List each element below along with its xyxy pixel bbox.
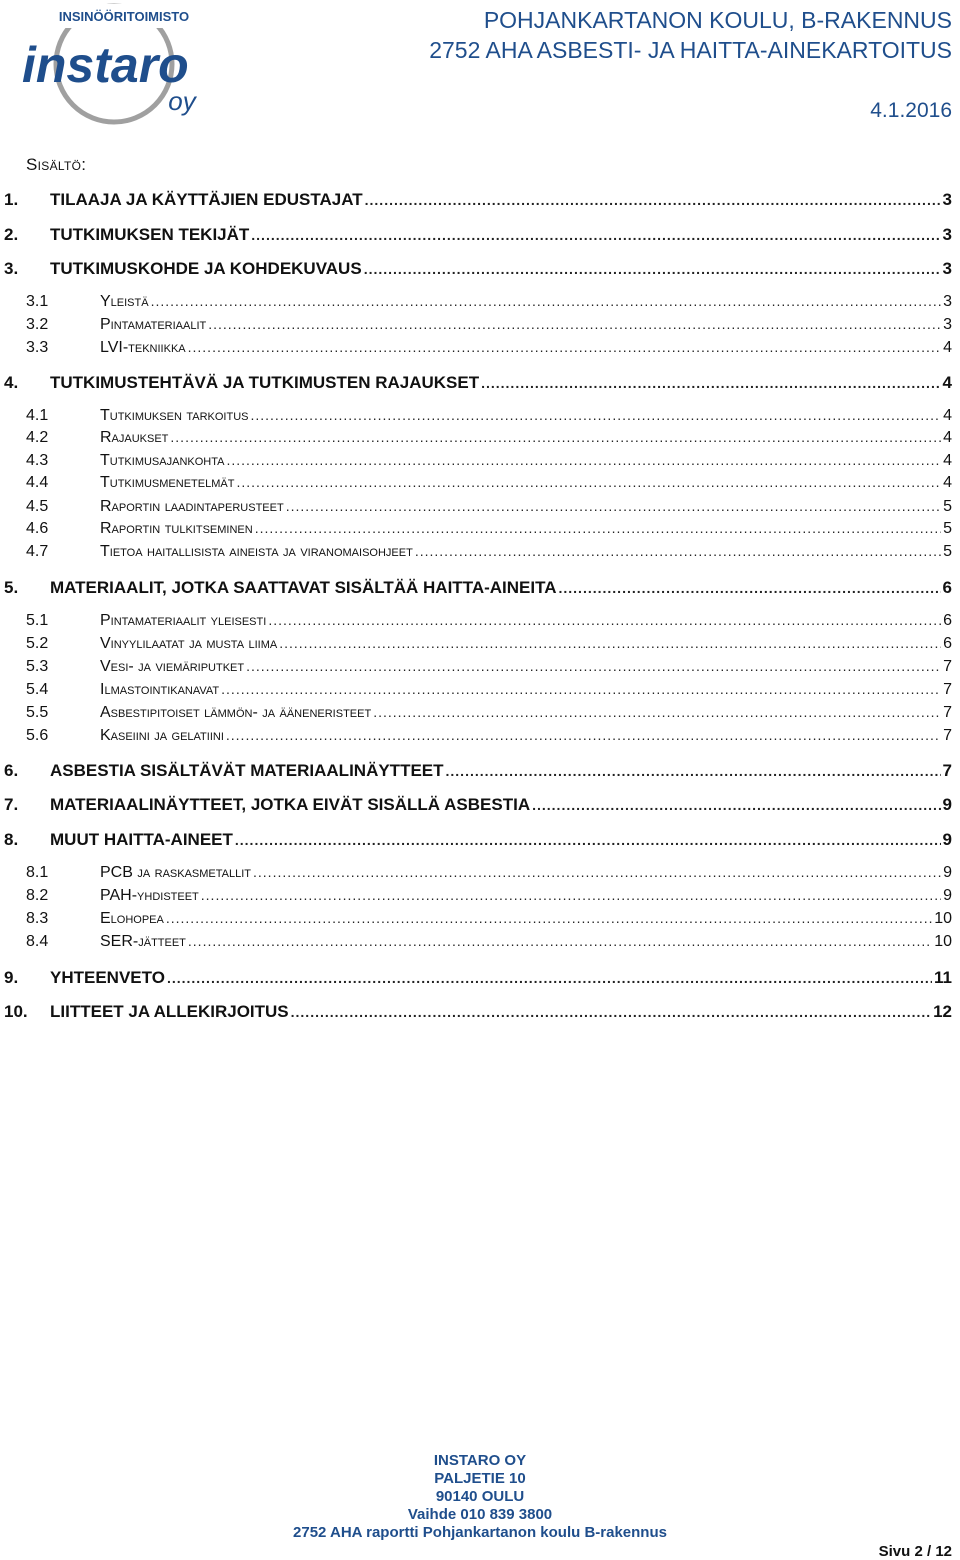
toc-entry-title: Raportin tulkitseminen bbox=[100, 520, 253, 537]
toc-entry-page: 6 bbox=[943, 612, 952, 629]
toc-dot-leader bbox=[559, 580, 941, 596]
document-title-line1: POHJANKARTANON KOULU, B-RAKENNUS bbox=[483, 7, 952, 33]
toc-entry[interactable] bbox=[0, 830, 952, 850]
toc-entry[interactable] bbox=[0, 578, 952, 598]
toc-entry-page: 5 bbox=[943, 520, 952, 537]
toc-entry-title: Tietoa haitallisista aineista ja viranomaisohjeet bbox=[100, 543, 413, 560]
toc-entry-page: 4 bbox=[943, 474, 952, 491]
toc-dot-leader bbox=[255, 520, 941, 536]
toc-dot-leader bbox=[188, 933, 932, 949]
toc-entry-title: LIITTEET JA ALLEKIRJOITUS bbox=[50, 1002, 289, 1021]
toc-entry-page: 3 bbox=[942, 190, 952, 209]
toc-entry-page: 12 bbox=[933, 1002, 952, 1021]
toc-entry-title: ASBESTIA SISÄLTÄVÄT MATERIAALINÄYTTEET bbox=[50, 761, 444, 780]
toc-entry-title: SER-jätteet bbox=[100, 933, 186, 950]
toc-dot-leader bbox=[235, 832, 941, 848]
toc-entry-title: Asbestipitoiset lämmön- ja ääneneristeet bbox=[100, 704, 372, 721]
toc-entry-title: Pintamateriaalit yleisesti bbox=[100, 612, 267, 629]
toc-entry[interactable] bbox=[0, 795, 952, 815]
toc-dot-leader bbox=[446, 763, 941, 779]
toc-entry-title: Rajaukset bbox=[100, 429, 169, 446]
toc-entry-page: 9 bbox=[943, 864, 952, 881]
toc-entry-page: 9 bbox=[942, 830, 952, 849]
footer-phone: Vaihde 010 839 3800 bbox=[407, 1506, 553, 1523]
toc-entry[interactable] bbox=[0, 864, 952, 882]
toc-entry[interactable] bbox=[0, 190, 952, 210]
toc-entry[interactable] bbox=[0, 933, 952, 951]
toc-dot-leader bbox=[201, 887, 941, 903]
toc-entry-number: 4.4 bbox=[26, 474, 49, 491]
toc-dot-leader bbox=[221, 681, 941, 697]
logo-top-text: INSINÖÖRITOIMISTO bbox=[58, 9, 190, 24]
toc-entry-title: TUTKIMUKSEN TEKIJÄT bbox=[50, 225, 250, 244]
toc-entry-title: MATERIAALIT, JOTKA SAATTAVAT SISÄLTÄÄ HAITTA-AINEITA bbox=[50, 578, 557, 597]
toc-dot-leader bbox=[286, 498, 941, 514]
toc-entry-title: Yleistä bbox=[100, 293, 149, 310]
toc-entry-page: 4 bbox=[942, 373, 952, 392]
logo-graphic bbox=[4, 2, 240, 134]
toc-entry-title: Kaseiini ja gelatiini bbox=[100, 727, 224, 744]
toc-entry-number: 4. bbox=[4, 373, 19, 392]
toc-entry-page: 9 bbox=[942, 795, 952, 814]
toc-entry[interactable] bbox=[0, 474, 952, 492]
document-date: 4.1.2016 bbox=[870, 99, 952, 122]
toc-dot-leader bbox=[188, 339, 941, 355]
toc-entry-title: Raportin laadintaperusteet bbox=[100, 498, 284, 515]
toc-entry[interactable] bbox=[0, 543, 952, 561]
toc-entry-title: TUTKIMUSKOHDE JA KOHDEKUVAUS bbox=[50, 259, 362, 278]
toc-entry-title: TUTKIMUSTEHTÄVÄ JA TUTKIMUSTEN RAJAUKSET bbox=[50, 373, 480, 392]
toc-entry[interactable] bbox=[0, 910, 952, 928]
toc-entry-title: Vesi- ja viemäriputket bbox=[100, 658, 245, 675]
toc-entry-page: 7 bbox=[943, 727, 952, 744]
toc-entry[interactable] bbox=[0, 1002, 952, 1022]
toc-entry-number: 5.1 bbox=[26, 612, 49, 629]
toc-entry-page: 3 bbox=[942, 225, 952, 244]
toc-entry-number: 6. bbox=[4, 761, 19, 780]
toc-entry[interactable] bbox=[0, 520, 952, 538]
footer-report: 2752 AHA raportti Pohjankartanon koulu B-rakennus bbox=[293, 1524, 667, 1541]
toc-entry-page: 4 bbox=[943, 452, 952, 469]
toc-dot-leader bbox=[246, 658, 941, 674]
footer-postal: 90140 OULU bbox=[435, 1488, 525, 1505]
company-logo bbox=[4, 2, 240, 134]
toc-dot-leader bbox=[291, 1004, 931, 1020]
toc-entry[interactable] bbox=[0, 429, 952, 447]
toc-dot-leader bbox=[365, 192, 941, 208]
toc-entry[interactable] bbox=[0, 704, 952, 722]
toc-dot-leader bbox=[166, 910, 932, 926]
toc-entry-page: 7 bbox=[943, 704, 952, 721]
toc-entry-page: 11 bbox=[934, 968, 952, 987]
toc-entry[interactable] bbox=[0, 658, 952, 676]
page-number: Sivu 2 / 12 bbox=[878, 1543, 952, 1560]
toc-dot-leader bbox=[251, 227, 940, 243]
toc-entry-title: MATERIAALINÄYTTEET, JOTKA EIVÄT SISÄLLÄ ASBESTIA bbox=[50, 795, 531, 814]
toc-entry-title: Vinyylilaatat ja musta liima bbox=[100, 635, 278, 652]
toc-entry-number: 4.1 bbox=[26, 407, 49, 424]
toc-entry-number: 3.3 bbox=[26, 339, 49, 356]
toc-entry-title: Tutkimusmenetelmät bbox=[100, 474, 235, 491]
document-title-line2: 2752 AHA ASBESTI- JA HAITTA-AINEKARTOITUS bbox=[429, 37, 952, 63]
toc-dot-leader bbox=[226, 727, 941, 743]
toc-entry-number: 5. bbox=[4, 578, 19, 597]
toc-dot-leader bbox=[151, 293, 942, 309]
footer-company: INSTARO OY bbox=[433, 1452, 527, 1469]
toc-entry-number: 4.6 bbox=[26, 520, 49, 537]
toc-entry-page: 7 bbox=[943, 681, 952, 698]
toc-entry[interactable] bbox=[0, 259, 952, 279]
toc-entry-number: 3. bbox=[4, 259, 19, 278]
toc-entry-page: 6 bbox=[943, 635, 952, 652]
logo-name: instaro bbox=[22, 37, 189, 93]
toc-entry[interactable] bbox=[0, 727, 952, 745]
toc-entry-page: 4 bbox=[943, 407, 952, 424]
toc-entry-number: 8.2 bbox=[26, 887, 49, 904]
logo-suffix: oy bbox=[168, 86, 196, 116]
toc-entry[interactable] bbox=[0, 635, 952, 653]
toc-entry-title: Tutkimuksen tarkoitus bbox=[100, 407, 249, 424]
toc-entry[interactable] bbox=[0, 452, 952, 470]
toc-entry-number: 9. bbox=[4, 968, 19, 987]
toc-entry[interactable] bbox=[0, 887, 952, 905]
toc-entry-page: 10 bbox=[934, 910, 952, 927]
toc-dot-leader bbox=[253, 864, 941, 880]
toc-entry[interactable] bbox=[0, 316, 952, 334]
toc-entry-number: 8.4 bbox=[26, 933, 49, 950]
toc-entry-number: 4.5 bbox=[26, 498, 49, 515]
toc-entry-number: 8.3 bbox=[26, 910, 49, 927]
toc-dot-leader bbox=[481, 375, 940, 391]
toc-entry[interactable] bbox=[0, 339, 952, 357]
toc-entry-page: 7 bbox=[942, 761, 952, 780]
toc-entry-number: 1. bbox=[4, 190, 19, 209]
toc-entry-title: Elohopea bbox=[100, 910, 164, 927]
toc-entry-number: 4.7 bbox=[26, 543, 49, 560]
toc-entry-page: 9 bbox=[943, 887, 952, 904]
toc-entry-page: 3 bbox=[943, 293, 952, 310]
toc-entry-page: 10 bbox=[934, 933, 952, 950]
toc-entry[interactable] bbox=[0, 293, 952, 311]
toc-entry-title: TILAAJA JA KÄYTTÄJIEN EDUSTAJAT bbox=[50, 190, 363, 209]
toc-entry-page: 4 bbox=[943, 429, 952, 446]
toc-entry-page: 5 bbox=[943, 543, 952, 560]
toc-entry[interactable] bbox=[0, 498, 952, 516]
toc-entry[interactable] bbox=[0, 968, 952, 988]
toc-dot-leader bbox=[236, 474, 941, 490]
toc-entry-page: 5 bbox=[943, 498, 952, 515]
toc-entry-number: 4.2 bbox=[26, 429, 49, 446]
toc-dot-leader bbox=[373, 704, 941, 720]
toc-entry-page: 6 bbox=[942, 578, 952, 597]
toc-entry[interactable] bbox=[0, 681, 952, 699]
toc-entry[interactable] bbox=[0, 407, 952, 425]
toc-entry-number: 5.6 bbox=[26, 727, 49, 744]
toc-dot-leader bbox=[279, 635, 941, 651]
toc-entry-title: Pintamateriaalit bbox=[100, 316, 207, 333]
toc-entry-number: 2. bbox=[4, 225, 19, 244]
toc-entry-title: YHTEENVETO bbox=[50, 968, 165, 987]
toc-dot-leader bbox=[532, 797, 940, 813]
toc-entry-title: LVI-tekniikka bbox=[100, 339, 186, 356]
toc-entry-number: 3.1 bbox=[26, 293, 49, 310]
toc-entry-title: Tutkimusajankohta bbox=[100, 452, 225, 469]
toc-entry[interactable] bbox=[0, 373, 952, 393]
toc-dot-leader bbox=[250, 407, 941, 423]
toc-entry-number: 10. bbox=[4, 1002, 28, 1021]
toc-entry[interactable] bbox=[0, 612, 952, 630]
toc-entry[interactable] bbox=[0, 761, 952, 781]
toc-dot-leader bbox=[364, 261, 941, 277]
toc-dot-leader bbox=[415, 543, 941, 559]
toc-dot-leader bbox=[167, 970, 932, 986]
toc-dot-leader bbox=[170, 429, 941, 445]
toc-entry-number: 5.2 bbox=[26, 635, 49, 652]
toc-entry-number: 8. bbox=[4, 830, 19, 849]
toc-entry-number: 3.2 bbox=[26, 316, 49, 333]
toc-entry-number: 7. bbox=[4, 795, 19, 814]
toc-entry-number: 4.3 bbox=[26, 452, 49, 469]
toc-entry-number: 5.4 bbox=[26, 681, 49, 698]
toc-entry-number: 5.5 bbox=[26, 704, 49, 721]
toc-entry-title: PAH-yhdisteet bbox=[100, 887, 199, 904]
toc-dot-leader bbox=[268, 612, 941, 628]
toc-entry-title: PCB ja raskasmetallit bbox=[100, 864, 252, 881]
toc-heading: Sisältö: bbox=[26, 155, 87, 174]
toc-entry-page: 3 bbox=[943, 316, 952, 333]
toc-entry-page: 3 bbox=[942, 259, 952, 278]
toc-dot-leader bbox=[208, 316, 941, 332]
toc-entry-title: Ilmastointikanavat bbox=[100, 681, 220, 698]
toc-entry-page: 4 bbox=[943, 339, 952, 356]
toc-entry-number: 8.1 bbox=[26, 864, 49, 881]
footer-street: PALJETIE 10 bbox=[434, 1470, 526, 1487]
toc-entry[interactable] bbox=[0, 225, 952, 245]
footer bbox=[0, 1452, 960, 1542]
toc-dot-leader bbox=[226, 452, 941, 468]
toc-entry-number: 5.3 bbox=[26, 658, 49, 675]
toc-entry-page: 7 bbox=[943, 658, 952, 675]
toc-entry-title: MUUT HAITTA-AINEET bbox=[50, 830, 233, 849]
